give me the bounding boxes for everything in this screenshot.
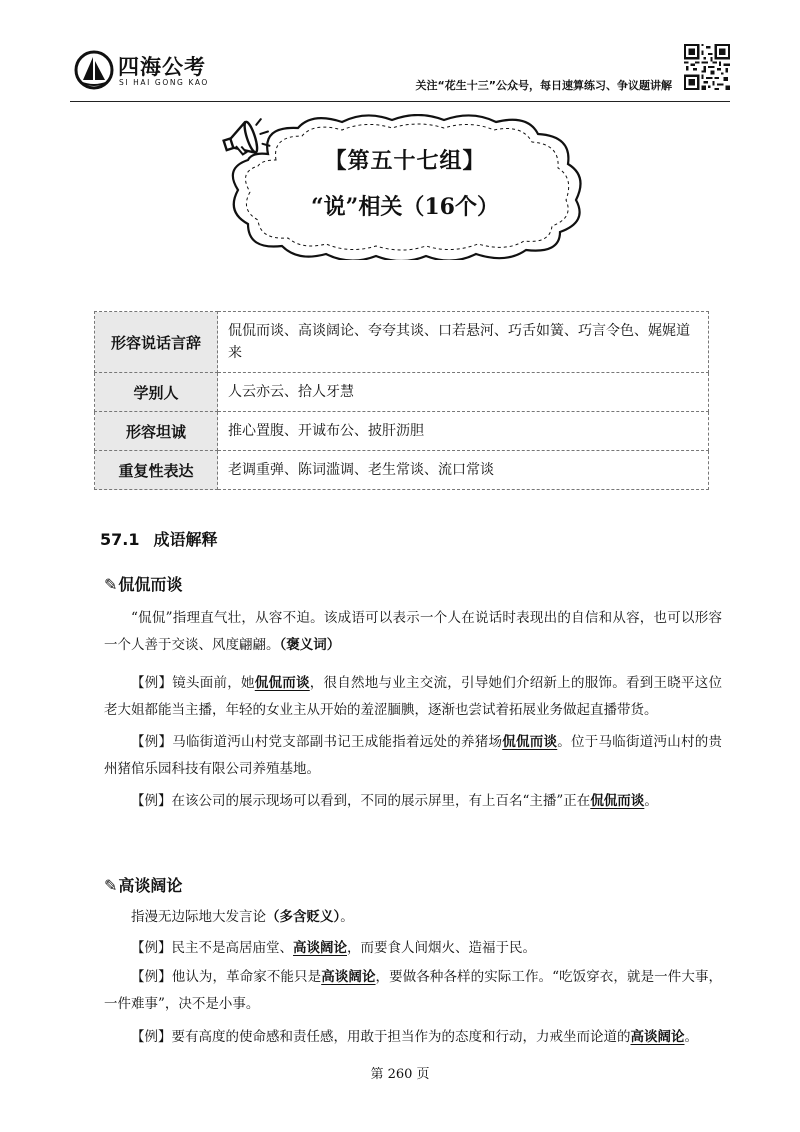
table-row bbox=[95, 312, 709, 373]
header-note: 关注“花生十三”公众号，每日速算练习、争议题讲解 bbox=[415, 79, 672, 92]
table-row bbox=[95, 412, 709, 451]
example-paragraph bbox=[104, 670, 722, 724]
idiom-name: 侃侃而谈 bbox=[118, 575, 183, 594]
example-tag: 【例】 bbox=[131, 940, 172, 956]
idiom-list-cell: 人云亦云、拾人牙慧 bbox=[218, 373, 709, 412]
example-paragraph bbox=[104, 729, 722, 783]
page-number: 第 260 页 bbox=[370, 1067, 430, 1082]
example-text: 在该公司的展示现场可以看到，不同的展示屏里，有上百名“主播”正在 bbox=[171, 793, 591, 809]
category-cell: 形容说话言辞 bbox=[95, 312, 218, 373]
pencil-icon: ✎ bbox=[104, 575, 118, 594]
idiom-list-cell: 老调重弹、陈词滥调、老生常谈、流口常谈 bbox=[218, 451, 709, 490]
header-divider bbox=[70, 101, 730, 102]
example-paragraph bbox=[104, 1024, 722, 1051]
idiom-list-cell: 侃侃而谈、高谈阔论、夸夸其谈、口若悬河、巧舌如簧、巧言令色、娓娓道来 bbox=[218, 312, 709, 373]
example-text: 马临街道沔山村党支部副书记王成能指着远处的养猪场 bbox=[172, 734, 503, 750]
definition-end: 。 bbox=[340, 909, 354, 925]
table-row bbox=[95, 373, 709, 412]
section-heading bbox=[100, 527, 218, 550]
example-text: 镜头面前，她 bbox=[172, 675, 255, 691]
highlighted-idiom: 侃侃而谈 bbox=[590, 793, 645, 809]
example-tag: 【例】 bbox=[131, 734, 173, 750]
definition-text: “侃侃”指理直气壮，从容不迫。该成语可以表示一个人在说话时表现出的自信和从容，也可以形容一个人善于交谈、风度翩翩。 bbox=[104, 610, 722, 653]
pencil-icon: ✎ bbox=[104, 876, 118, 895]
example-text: 。 bbox=[644, 793, 658, 809]
section-title: 成语解释 bbox=[153, 530, 218, 549]
example-text: 他认为，革命家不能只是 bbox=[171, 969, 322, 985]
example-paragraph bbox=[104, 964, 722, 1018]
idiom-heading bbox=[104, 873, 182, 896]
logo-english-text: SI HAI GONG KAO bbox=[119, 78, 209, 87]
group-title: 【第五十七组】 bbox=[324, 148, 486, 174]
example-paragraph bbox=[104, 788, 722, 815]
category-cell: 形容坦诚 bbox=[95, 412, 218, 451]
example-text: 。位于马临街道沔山村的贵州猪倌乐园科技有限公司养殖基地。 bbox=[104, 734, 722, 777]
logo bbox=[74, 50, 224, 96]
megaphone-icon bbox=[220, 114, 276, 162]
highlighted-idiom: 侃侃而谈 bbox=[254, 675, 310, 691]
example-paragraph bbox=[104, 935, 722, 962]
sense-label: （褒义词） bbox=[279, 637, 341, 653]
qr-code-icon[interactable] bbox=[684, 44, 730, 90]
section-number: 57.1 bbox=[100, 530, 140, 549]
topic-title: “说”相关（16个） bbox=[311, 194, 499, 220]
idiom-category-table bbox=[94, 311, 709, 490]
example-text: ，很自然地与业主交流，引导她们介绍新上的服饰。看到王晓平这位老大姐都能当主播，年轻的女业主从开始的羞涩腼腆，逐渐也尝试着拓展业务做起直播带货。 bbox=[104, 675, 722, 718]
sailboat-logo-icon bbox=[74, 50, 114, 90]
highlighted-idiom: 高谈阔论 bbox=[630, 1029, 685, 1045]
logo-chinese-text: 四海公考 bbox=[118, 55, 206, 79]
idiom-name: 高谈阔论 bbox=[118, 876, 183, 895]
idiom-heading bbox=[104, 572, 182, 595]
example-tag: 【例】 bbox=[131, 793, 172, 809]
sense-label: （多含贬义） bbox=[266, 909, 341, 925]
example-text: 要有高度的使命感和责任感，用敢于担当作为的态度和行动，力戒坐而论道的 bbox=[171, 1029, 631, 1045]
idiom-definition bbox=[104, 605, 722, 659]
title-banner bbox=[220, 114, 590, 260]
example-text: ，而要食人间烟火、造福于民。 bbox=[347, 940, 536, 956]
example-tag: 【例】 bbox=[131, 1029, 172, 1045]
page-header bbox=[70, 40, 730, 100]
category-cell: 学别人 bbox=[95, 373, 218, 412]
idiom-definition bbox=[104, 904, 722, 931]
example-text: 民主不是高居庙堂、 bbox=[171, 940, 293, 956]
example-text: 。 bbox=[684, 1029, 698, 1045]
definition-text: 指漫无边际地大发言论 bbox=[131, 909, 266, 925]
example-text: ，要做各种各样的实际工作。“吃饭穿衣，就是一件大事，一件难事”，决不是小事。 bbox=[104, 969, 723, 1012]
highlighted-idiom: 高谈阔论 bbox=[321, 969, 376, 985]
example-tag: 【例】 bbox=[131, 969, 172, 985]
example-tag: 【例】 bbox=[131, 675, 173, 691]
highlighted-idiom: 侃侃而谈 bbox=[502, 734, 558, 750]
table-row bbox=[95, 451, 709, 490]
idiom-list-cell: 推心置腹、开诚布公、披肝沥胆 bbox=[218, 412, 709, 451]
highlighted-idiom: 高谈阔论 bbox=[293, 940, 347, 956]
category-cell: 重复性表达 bbox=[95, 451, 218, 490]
